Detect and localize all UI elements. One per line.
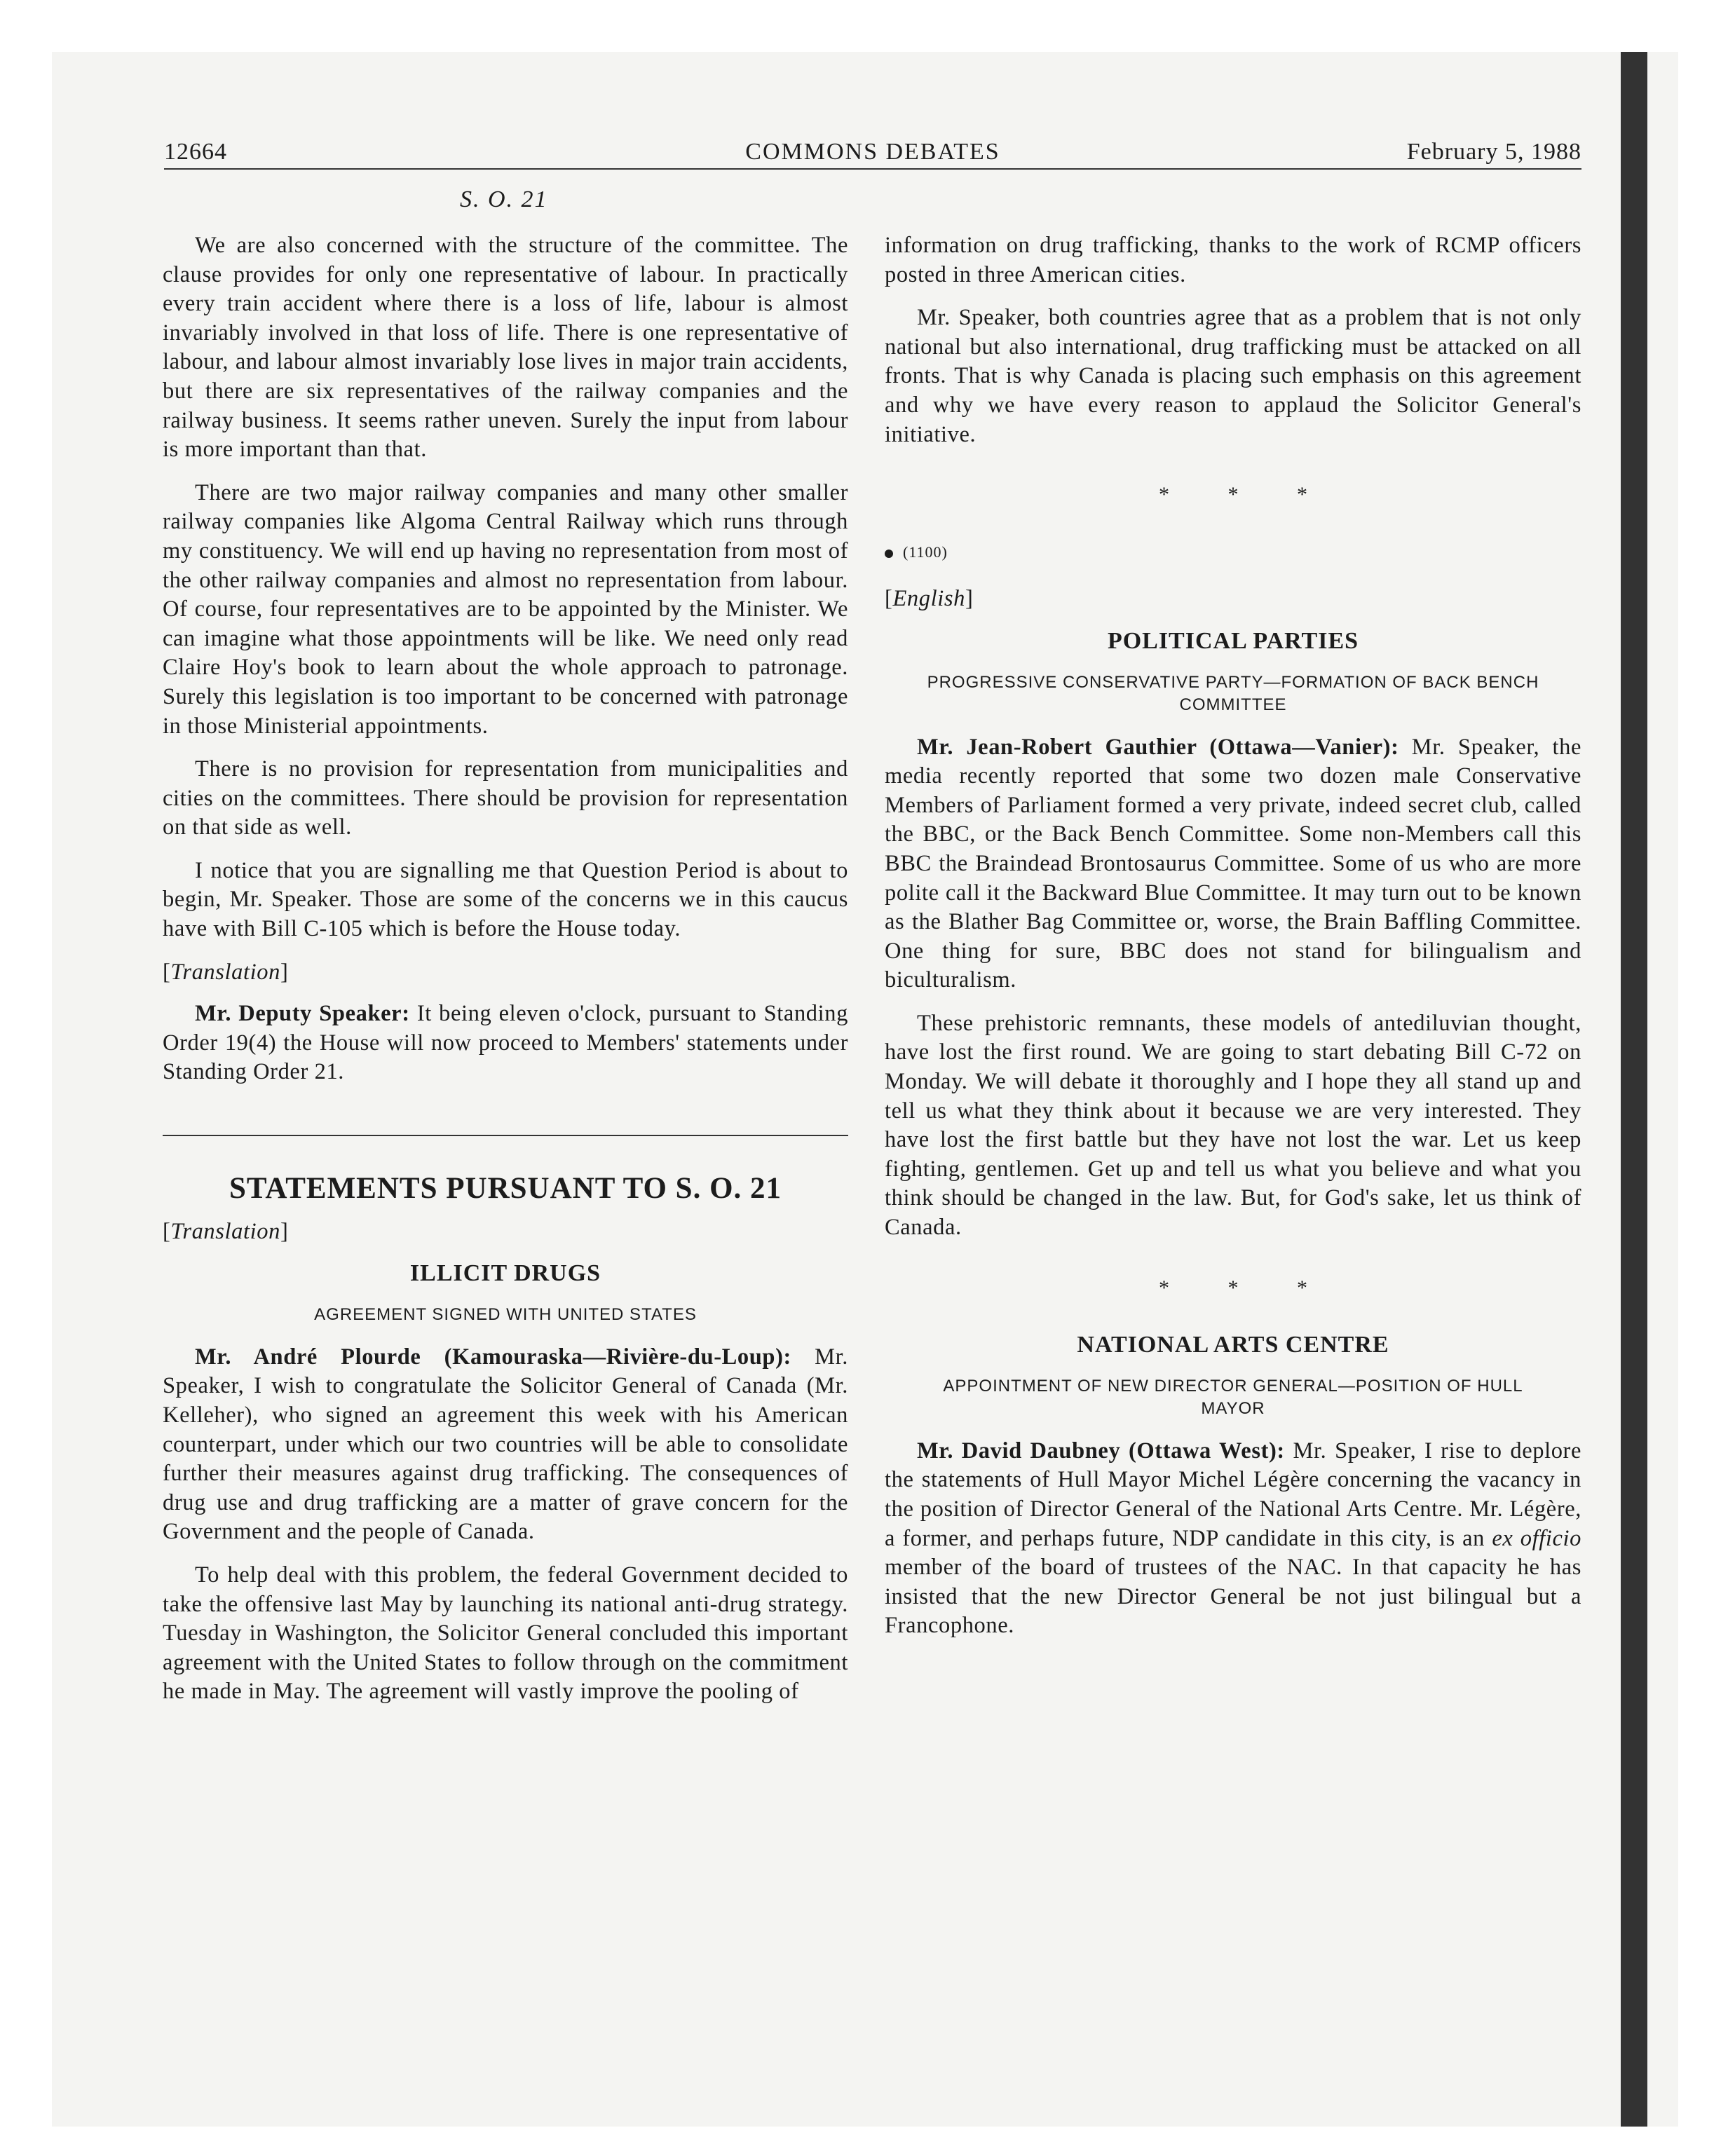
topic-subheading: PROGRESSIVE CONSERVATIVE PARTY—FORMATION OF BACK BENCH COMMITTEE	[927, 672, 1539, 714]
time-marker	[885, 538, 1581, 567]
section-separator: * * *	[1159, 483, 1334, 507]
paragraph: To help deal with this problem, the federal Government decided to take the offensive last May by launching its national anti-drug strategy. Tuesday in Washington, the Solicitor General concluded this important agreement with the United States to follow through on the commitment he made in May. The agreement will vastly improve the pooling of	[163, 1562, 848, 1705]
language-marker: [Translation]	[163, 959, 289, 985]
speaker-name: Mr. André Plourde (Kamouraska—Rivière-du-Loup):	[195, 1344, 791, 1370]
paragraph: These prehistoric remnants, these models of antediluvian thought, have lost the first round. We are going to start debating Bill C-72 on Monday. We will debate it thoroughly and I hope they all stand up and tell us what they think about it because we are very interested. They have lost the first battle but they have not lost the war. Let us keep fighting, gentlemen. Get up and tell us what you believe and what you think should be changed in the law. But, for God's sake, let us think of Canada.	[885, 1010, 1581, 1241]
paragraph: I notice that you are signalling me that Question Period is about to begin, Mr. Speaker. Those are some of the concerns we in this caucus have with Bill C-105 which is before the House today.	[163, 857, 848, 942]
speaker-name: Mr. Deputy Speaker:	[195, 1001, 410, 1027]
speaker-name: Mr. Jean-Robert Gauthier (Ottawa—Vanier):	[917, 734, 1399, 760]
publication-date: February 5, 1988	[1406, 139, 1581, 165]
speech-text-italic: ex officio	[1492, 1525, 1581, 1551]
paragraph: information on drug trafficking, thanks to the work of RCMP officers posted in three American cities.	[885, 233, 1581, 287]
speech-text: Mr. Speaker, I rise to deplore the statements of Hull Mayor Michel Légère concerning the vacancy in the position of Director General of the National Arts Centre. Mr. Légère, a former, and perhaps future, NDP candidate in this city, is an	[885, 1438, 1581, 1551]
scan-edge-bar	[1621, 52, 1647, 2127]
bullet-icon	[885, 550, 893, 558]
publication-title: COMMONS DEBATES	[745, 139, 1000, 165]
paragraph: There are two major railway companies and many other smaller railway companies like Algoma Central Railway which runs through my constituency. We will end up having no representation from most of the other railway companies and almost no representation from labour. Of course, four representatives are to be appointed by the Minister. We can imagine what those appointments will be like. We need only read Claire Hoy's book to learn about the whole approach to patronage. Surely this legislation is too important to be concerned with patronage in those Ministerial appointments.	[163, 479, 848, 739]
speech-text: Mr. Speaker, the media recently reported that some two dozen male Conservative Members of Parliament formed a very private, indeed secret club, called the BBC, or the Back Bench Committee. Some non-Members call this BBC the Braindead Brontosaurus Committee. Some of us who are more polite call it the Backward Blue Committee. It may turn out to be known as the Blather Bag Committee or, worse, the Brain Baffling Committee. One thing for sure, BBC does not stand for bilingualism and biculturalism.	[885, 734, 1581, 993]
paragraph	[163, 1343, 848, 1547]
language-label: English	[892, 586, 965, 612]
page-number: 12664	[164, 139, 227, 165]
paragraph	[885, 733, 1581, 995]
speech-text: Mr. Speaker, I wish to congratulate the Solicitor General of Canada (Mr. Kelleher), who signed an agreement this week with his American counterpart, under which our two countries will be able to consolidate further their measures against drug trafficking. The consequences of drug use and drug trafficking are a matter of grave concern for the Government and the people of Canada.	[163, 1344, 849, 1545]
section-separator: * * *	[1159, 1276, 1334, 1299]
page-header	[164, 137, 1581, 170]
left-column	[163, 231, 848, 1721]
topic-subheading: AGREEMENT SIGNED WITH UNITED STATES	[314, 1304, 697, 1324]
language-marker: [English]	[885, 586, 974, 612]
language-marker: [Translation]	[163, 1218, 289, 1244]
paragraph: We are also concerned with the structure of the committee. The clause provides for only one representative of labour. In practically every train accident where there is a loss of life, labour is almost invariably involved in that loss of life. There is one representative of labour, and labour almost invariably lose lives in major train accidents, but there are six representatives of the railway companies and the railway business. It seems rather uneven. Surely the input from labour is more important than that.	[163, 233, 848, 463]
section-title: STATEMENTS PURSUANT TO S. O. 21	[229, 1172, 782, 1206]
language-label: Translation	[170, 959, 280, 985]
topic-heading: NATIONAL ARTS CENTRE	[1077, 1332, 1389, 1358]
section-rule	[163, 1135, 848, 1136]
paragraph	[885, 1437, 1581, 1641]
language-label: Translation	[170, 1218, 280, 1244]
paragraph: There is no provision for representation from municipalities and cities on the committees. There should be provision for representation on that side as well.	[163, 756, 848, 840]
time-label: (1100)	[903, 543, 948, 561]
topic-heading: ILLICIT DRUGS	[409, 1260, 601, 1287]
paragraph: Mr. Speaker, both countries agree that as a problem that is not only national but also international, drug trafficking must be attacked on all fronts. That is why Canada is placing such emphasis on this agreement and why we have every reason to applaud the Solicitor General's initiative.	[885, 305, 1581, 447]
paragraph	[163, 999, 848, 1087]
speech-text: member of the board of trustees of the NAC. In that capacity he has insisted that the new Director General be not just bilingual but a Francophone.	[885, 1555, 1581, 1639]
speaker-name: Mr. David Daubney (Ottawa West):	[917, 1438, 1285, 1464]
topic-heading: POLITICAL PARTIES	[1107, 627, 1359, 654]
header-rule	[164, 168, 1581, 170]
speech-text: It being eleven o'clock, pursuant to Standing Order 19(4) the House will now proceed to Members' statements under Standing Order 21.	[163, 1001, 848, 1085]
right-column	[885, 231, 1581, 1655]
standing-order-marker: S. O. 21	[460, 186, 548, 212]
topic-subheading: APPOINTMENT OF NEW DIRECTOR GENERAL—POSITION OF HULL MAYOR	[943, 1376, 1523, 1418]
